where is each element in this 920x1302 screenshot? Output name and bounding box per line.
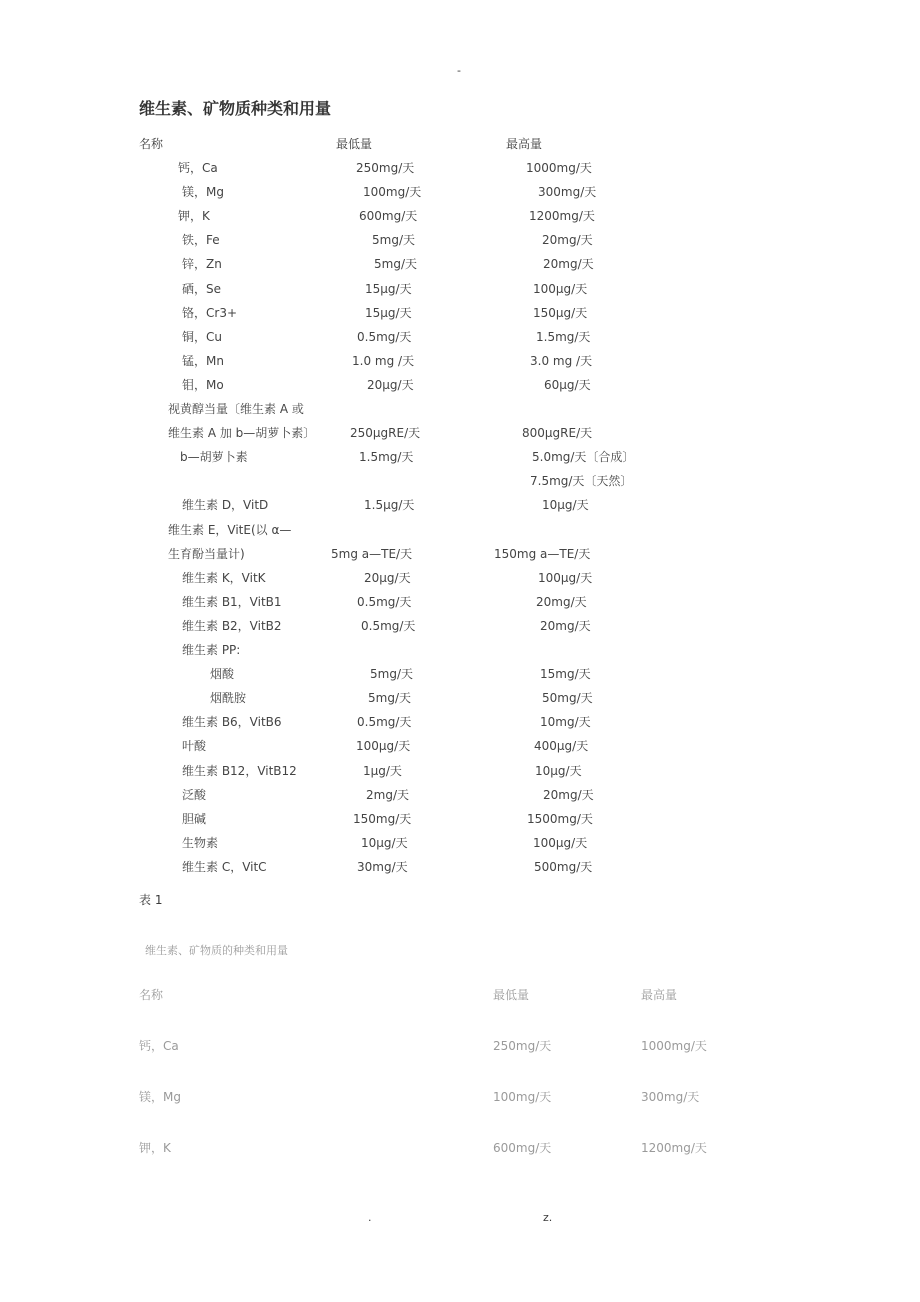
row-name: 铜，Cu	[182, 330, 222, 344]
row-min-value: 1µg/天	[363, 764, 402, 778]
page-title: 维生素、矿物质种类和用量	[139, 99, 332, 118]
row-name: 维生素 K，VitK	[182, 571, 266, 585]
row-max-value: 100µg/天	[533, 282, 588, 296]
row-name: 生育酚当量计)	[168, 547, 245, 561]
row-name: 烟酸	[210, 667, 235, 681]
row-max-value: 150µg/天	[533, 306, 588, 320]
row-name: 叶酸	[182, 739, 207, 753]
row-min-value: 0.5mg/天	[357, 330, 412, 344]
table2-row-name: 钙，Ca	[139, 1039, 179, 1053]
row-max-value: 400µg/天	[534, 739, 589, 753]
row-min-value: 1.0 mg /天	[352, 354, 415, 368]
row-min-value: 1.5µg/天	[364, 498, 415, 512]
row-max-value: 1200mg/天	[529, 209, 595, 223]
row-name: 维生素 B6，VitB6	[182, 715, 282, 729]
row-name: 镁，Mg	[182, 185, 224, 199]
row-min-value: 5mg/天	[368, 691, 411, 705]
row-min-value: 15µg/天	[365, 282, 412, 296]
row-max-value: 50mg/天	[542, 691, 593, 705]
row-max-value: 1500mg/天	[527, 812, 593, 826]
row-max-value: 10mg/天	[540, 715, 591, 729]
row-max-value: 10µg/天	[535, 764, 582, 778]
row-max-value: 15mg/天	[540, 667, 591, 681]
footer-left: .	[368, 1211, 372, 1224]
table2-row-max: 300mg/天	[641, 1090, 700, 1104]
table2-row-name: 镁，Mg	[139, 1090, 181, 1104]
row-min-value: 20µg/天	[364, 571, 411, 585]
page-header-mark: -	[457, 64, 461, 77]
row-min-value: 10µg/天	[361, 836, 408, 850]
row-min-value: 600mg/天	[359, 209, 418, 223]
row-name: 维生素 B12，VitB12	[182, 764, 297, 778]
table2-header-name: 名称	[139, 988, 164, 1002]
table2-header-min: 最低量	[493, 988, 530, 1002]
row-min-value: 2mg/天	[366, 788, 409, 802]
footer-right: z.	[543, 1211, 553, 1224]
row-max-value: 100µg/天	[533, 836, 588, 850]
row-min-value: 5mg a—TE/天	[331, 547, 413, 561]
row-max-value: 5.0mg/天〔合成〕	[532, 450, 635, 464]
row-name: 钼，Mo	[182, 378, 224, 392]
table2-row-max: 1200mg/天	[641, 1141, 707, 1155]
row-max-value: 800µgRE/天	[522, 426, 593, 440]
row-min-value: 15µg/天	[365, 306, 412, 320]
row-name: 泛酸	[182, 788, 207, 802]
row-min-value: 5mg/天	[374, 257, 417, 271]
column-header-max: 最高量	[506, 137, 543, 151]
row-name: 维生素 PP:	[182, 643, 241, 657]
table2-row-name: 钾，K	[139, 1141, 171, 1155]
row-name: 钙，Ca	[178, 161, 218, 175]
row-min-value: 5mg/天	[370, 667, 413, 681]
row-min-value: 5mg/天	[372, 233, 415, 247]
row-name: 烟酰胺	[210, 691, 247, 705]
table2-row-min: 100mg/天	[493, 1090, 552, 1104]
row-name: b—胡萝卜素	[180, 450, 248, 464]
table2-header-max: 最高量	[641, 988, 678, 1002]
row-max-value: 3.0 mg /天	[530, 354, 593, 368]
row-max-value: 500mg/天	[534, 860, 593, 874]
row-max-value: 1000mg/天	[526, 161, 592, 175]
row-min-value: 0.5mg/天	[357, 595, 412, 609]
row-name: 铁，Fe	[182, 233, 220, 247]
row-min-value: 100µg/天	[356, 739, 411, 753]
row-max-value: 10µg/天	[542, 498, 589, 512]
row-max-value: 150mg a—TE/天	[494, 547, 591, 561]
row-name: 钾，K	[178, 209, 210, 223]
row-min-value: 30mg/天	[357, 860, 408, 874]
row-name: 铬，Cr3+	[182, 306, 238, 320]
row-min-value: 20µg/天	[367, 378, 414, 392]
row-max-value: 20mg/天	[536, 595, 587, 609]
row-max-value: 20mg/天	[542, 233, 593, 247]
row-max-value: 7.5mg/天〔天然〕	[530, 474, 633, 488]
row-name: 维生素 B1，VitB1	[182, 595, 282, 609]
row-min-value: 150mg/天	[353, 812, 412, 826]
column-header-name: 名称	[139, 137, 164, 151]
table-label: 表 1	[139, 893, 163, 907]
row-name: 生物素	[182, 836, 219, 850]
table2-row-min: 600mg/天	[493, 1141, 552, 1155]
row-min-value: 250µgRE/天	[350, 426, 421, 440]
row-name: 维生素 A 加 b—胡萝卜素〕	[168, 426, 316, 440]
row-max-value: 300mg/天	[538, 185, 597, 199]
row-name: 锌，Zn	[182, 257, 222, 271]
row-name: 硒，Se	[182, 282, 222, 296]
row-max-value: 20mg/天	[540, 619, 591, 633]
row-name: 维生素 C，VitC	[182, 860, 267, 874]
row-max-value: 100µg/天	[538, 571, 593, 585]
row-min-value: 0.5mg/天	[357, 715, 412, 729]
row-min-value: 100mg/天	[363, 185, 422, 199]
row-max-value: 20mg/天	[543, 257, 594, 271]
row-name: 维生素 B2，VitB2	[182, 619, 282, 633]
column-header-min: 最低量	[336, 137, 373, 151]
row-max-value: 20mg/天	[543, 788, 594, 802]
row-min-value: 1.5mg/天	[359, 450, 414, 464]
row-name: 维生素 D，VitD	[182, 498, 269, 512]
row-name: 维生素 E，VitE(以 α—	[168, 523, 292, 537]
row-max-value: 1.5mg/天	[536, 330, 591, 344]
row-min-value: 0.5mg/天	[361, 619, 416, 633]
table2-row-min: 250mg/天	[493, 1039, 552, 1053]
row-name: 锰，Mn	[182, 354, 224, 368]
row-max-value: 60µg/天	[544, 378, 591, 392]
row-name: 视黄醇当量〔维生素 A 或	[168, 402, 304, 416]
table2-caption: 维生素、矿物质的种类和用量	[145, 944, 288, 957]
row-name: 胆碱	[182, 812, 207, 826]
table2-row-max: 1000mg/天	[641, 1039, 707, 1053]
row-min-value: 250mg/天	[356, 161, 415, 175]
